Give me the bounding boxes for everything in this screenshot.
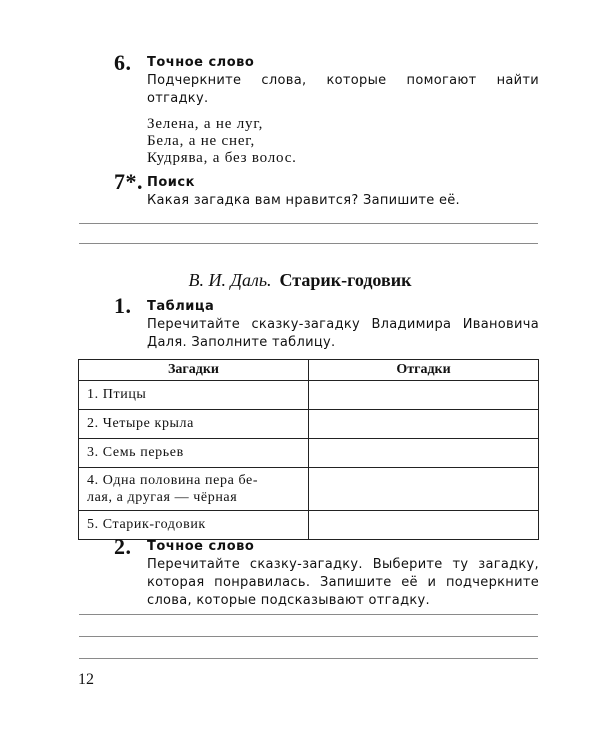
poem-line: Кудрява, а без волос. [147,150,297,166]
heading-author: В. И. Даль. [188,270,272,290]
answer-line[interactable] [79,614,538,615]
table-row [79,439,539,468]
task1-instruction-line: Даля. Заполните таблицу. [147,335,336,350]
task2-number: 2. [114,534,132,559]
riddle-cell: 3. Семь перьев [79,439,309,468]
poem-line: Зелена, а не луг, [147,116,264,132]
task6-instruction-line: Подчеркните слова, которые помогают найти [147,73,539,88]
answer-cell[interactable] [309,439,539,468]
table-row [79,511,539,540]
poem-line: Бела, а не снег, [147,133,256,149]
riddle-cell: 1. Птицы [79,381,309,410]
task1-title: Таблица [147,299,215,314]
table-row [79,468,539,511]
task7-instruction: Какая загадка вам нравится? Запишите её. [147,193,460,208]
answer-line[interactable] [79,658,538,659]
answer-line[interactable] [79,223,538,224]
page-number: 12 [78,671,94,688]
section-heading [0,270,600,291]
task2-instruction-line: Перечитайте сказку-загадку. Выберите ту загадку, [147,557,539,572]
riddle-line: лая, а другая — чёрная [87,490,238,505]
answer-cell[interactable] [309,381,539,410]
task2-instruction-line: которая понравилась. Запишите её и подчеркните [147,575,539,590]
task1-number: 1. [114,293,132,318]
task2-title: Точное слово [147,539,255,554]
task6-instruction-line: отгадку. [147,91,209,106]
task2-instruction-line: слова, которые подсказывают отгадку. [147,593,430,608]
header-answers: Отгадки [309,360,539,381]
answer-line[interactable] [79,636,538,637]
task6-number: 6. [114,50,132,75]
task1-instruction [147,316,539,352]
answer-cell[interactable] [309,468,539,511]
task1-instruction-line: Перечитайте сказку-загадку Владимира Ивановича [147,317,539,332]
answer-cell[interactable] [309,410,539,439]
riddle-line: 4. Одна половина пера бе- [87,473,259,488]
riddle-cell: 5. Старик-годовик [79,511,309,540]
task2-instruction [147,556,539,610]
task6-title: Точное слово [147,55,255,70]
header-riddles: Загадки [79,360,309,381]
riddles-table [78,359,539,540]
table-row [79,410,539,439]
table-header-row [79,360,539,381]
task7-title: Поиск [147,175,195,190]
riddle-cell [79,468,309,511]
riddle-cell: 2. Четыре крыла [79,410,309,439]
heading-work: Старик-годовик [279,270,412,290]
table-row [79,381,539,410]
task7-number: 7*. [114,169,143,194]
answer-line[interactable] [79,243,538,244]
answer-cell[interactable] [309,511,539,540]
riddle-poem [147,116,297,167]
task6-instruction [147,72,539,108]
